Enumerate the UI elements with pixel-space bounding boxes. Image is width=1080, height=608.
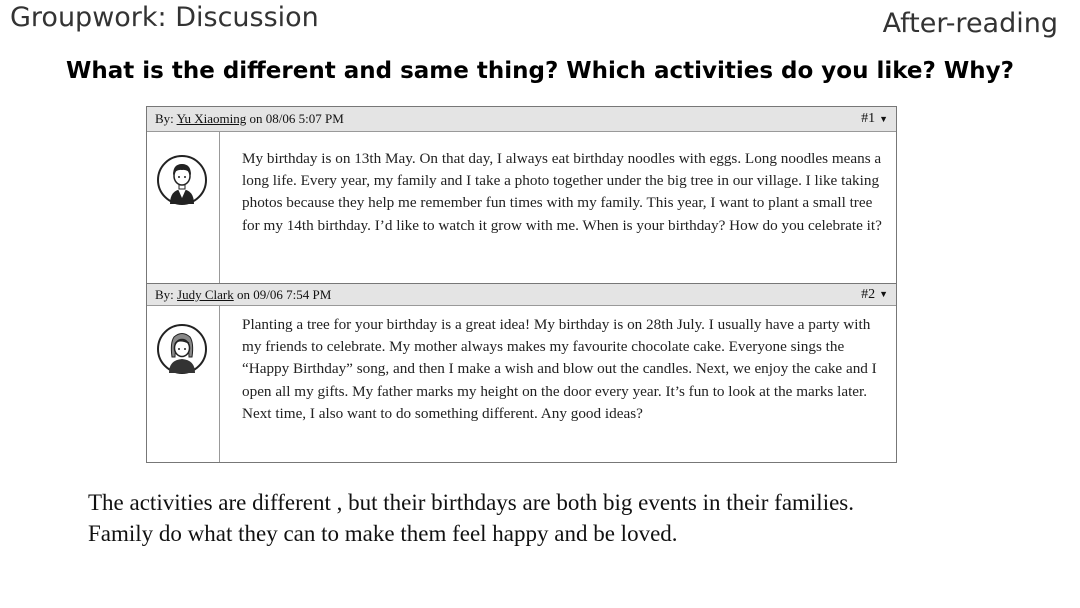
avatar-column [147,132,220,283]
slide-title: Groupwork: Discussion [10,2,319,33]
summary-line: Family do what they can to make them feel happy and be loved. [88,521,678,546]
caret-down-icon: ▼ [879,114,888,124]
forum-post [147,283,896,462]
post-body: Planting a tree for your birthday is a great idea! My birthday is on 28th July. I usually have a party with my friends to celebrate. My mother always makes my favourite chocolate cake. Everyone sings the “Happy Birthday” song, and then I make a wish and blow out the candles. Next, we enjoy the cake and I open all my gifts. My father marks my height on the door every year. It’s fun to look at the marks later. Next time, I also want to do something different. Any good ideas? [242,316,877,422]
post-date: on 09/06 7:54 PM [237,287,332,302]
post-number: #1 [861,111,876,127]
post-number-menu[interactable] [861,284,888,305]
post-header [147,284,896,306]
boy-avatar-icon [156,154,208,206]
discussion-question: What is the different and same thing? Which activities do you like? Why? [66,58,1014,84]
summary-line: The activities are different , but their birthdays are both big events in their families. [88,490,854,515]
author-link[interactable]: Judy Clark [177,287,234,302]
forum-thread [146,106,897,463]
caret-down-icon: ▼ [879,289,888,300]
by-label: By: [155,287,174,302]
forum-post [147,107,896,283]
author-link[interactable]: Yu Xiaoming [176,111,247,126]
summary-text [88,487,854,549]
post-date: on 08/06 5:07 PM [249,111,344,126]
girl-avatar-icon [156,323,208,375]
post-header [147,107,896,132]
post-number: #2 [861,287,876,302]
post-body: My birthday is on 13th May. On that day, I always eat birthday noodles with eggs. Long noodles means a long life. Every year, my family and I take a photo together under the big tree in our village. I like taking photos because they help me remember fun times with my family. This year, I want to plant a small tree for my 14th birthday. I’d like to watch it grow with me. When is your birthday? How do you celebrate it? [242,150,882,234]
section-tag: After-reading [882,8,1058,39]
by-label: By: [155,111,174,126]
post-number-menu[interactable] [861,107,888,131]
avatar-column [147,306,220,462]
